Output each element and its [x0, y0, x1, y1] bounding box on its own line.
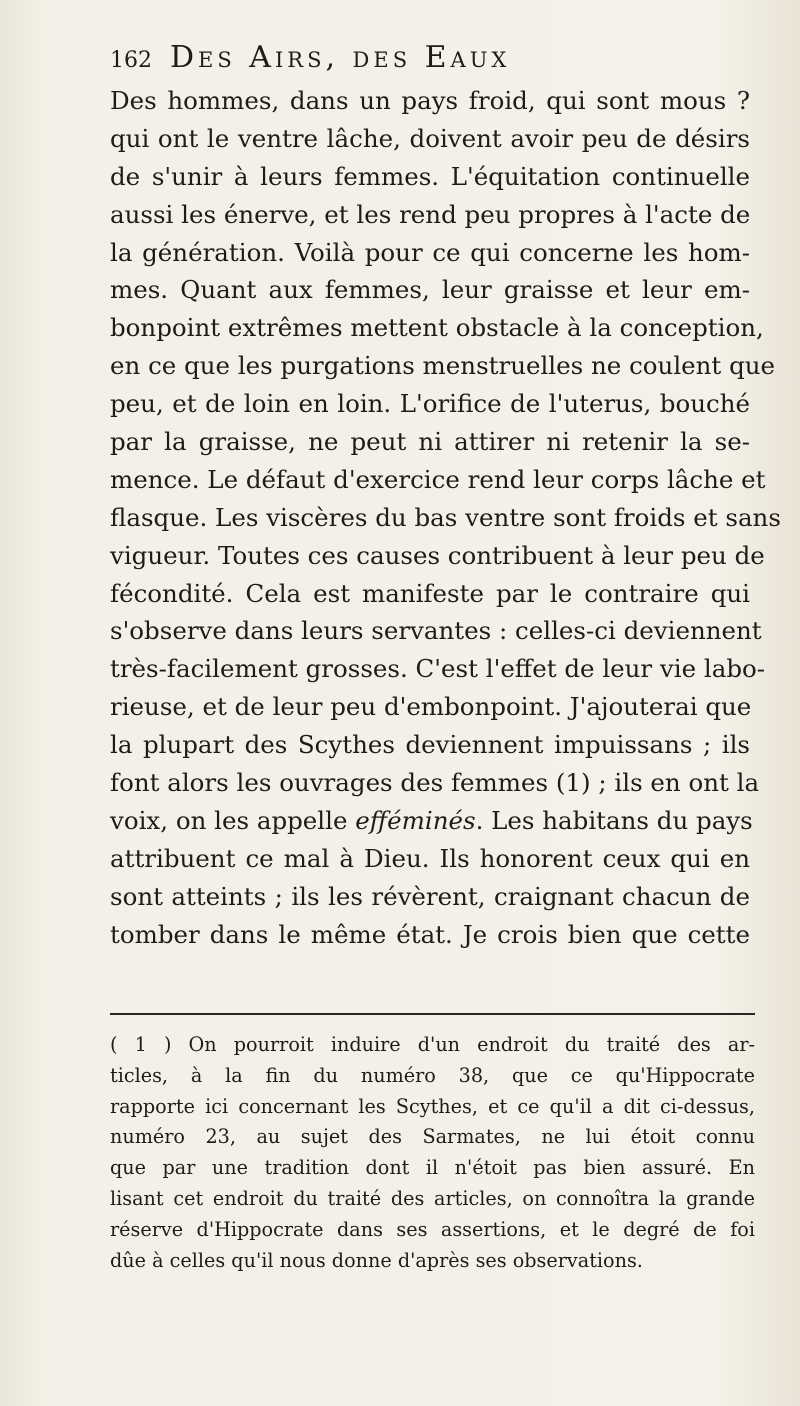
main-text — [110, 82, 781, 953]
text-line: attribuent ce mal à Dieu. Ils honorent ceux qui en — [110, 843, 750, 873]
text-line: en ce que les purgations menstruelles ne coulent que — [110, 351, 776, 381]
footnote-line: réserve d'Hippocrate dans ses assertions, et le degré de foi — [110, 1217, 755, 1241]
text-segment: . Les habitans du pays — [475, 805, 753, 835]
footnote-line: rapporte ici concernant les Scythes, et ce qu'il a dit ci-dessus, — [110, 1094, 755, 1118]
footnote-line: lisant cet endroit du traité des articles, on connoîtra la grande — [110, 1186, 755, 1210]
text-line: Des hommes, dans un pays froid, qui sont mous ? — [110, 86, 750, 115]
footnote-line: que par une tradition dont il n'étoit pas bien assuré. En — [110, 1156, 755, 1180]
running-title: Des Airs, des Eaux — [170, 40, 511, 75]
text-line: qui ont le ventre lâche, doivent avoir peu de désirs — [110, 123, 750, 153]
text-line: la plupart des Scythes deviennent impuissans ; ils — [110, 730, 750, 760]
footnote-line: numéro 23, au sujet des Sarmates, ne lui étoit connu — [110, 1125, 755, 1149]
footnote-line: dûe à celles qu'il nous donne d'après ses observations. — [110, 1248, 643, 1272]
text-line: tomber dans le même état. Je crois bien que cette — [110, 919, 750, 949]
text-line-with-italic — [110, 802, 753, 840]
text-line: rieuse, et de leur peu d'embonpoint. J'ajouterai que — [110, 692, 752, 722]
footnote-line: ( 1 ) On pourroit induire d'un endroit du traité des ar- — [110, 1033, 755, 1056]
text-line: sont atteints ; ils les révèrent, craignant chacun de — [110, 881, 750, 911]
text-line: par la graisse, ne peut ni attirer ni retenir la se- — [110, 427, 750, 457]
text-line: vigueur. Toutes ces causes contribuent à leur peu de — [110, 540, 765, 570]
text-line: de s'unir à leurs femmes. L'équitation continuelle — [110, 161, 750, 191]
footnote-line: ticles, à la fin du numéro 38, que ce qu'Hippocrate — [110, 1063, 755, 1087]
text-line: s'observe dans leurs servantes : celles-ci deviennent — [110, 616, 762, 646]
page-header — [110, 40, 750, 80]
text-line: aussi les énerve, et les rend peu propres à l'acte de — [110, 199, 751, 229]
text-line: la génération. Voilà pour ce qui concerne les hom- — [110, 237, 750, 267]
text-segment: voix, on les appelle — [110, 805, 348, 835]
text-line: très-facilement grosses. C'est l'effet de leur vie labo- — [110, 654, 766, 684]
text-line: fécondité. Cela est manifeste par le contraire qui — [110, 578, 750, 608]
italic-term: efféminés — [355, 805, 476, 835]
text-line: mes. Quant aux femmes, leur graisse et leur em- — [110, 275, 750, 305]
footnote-separator — [110, 1013, 755, 1015]
footnote — [110, 1030, 755, 1276]
text-line: font alors les ouvrages des femmes (1) ; ils en ont la — [110, 768, 760, 798]
page-number: 162 — [110, 48, 152, 73]
text-line: flasque. Les viscères du bas ventre sont froids et sans — [110, 502, 781, 532]
text-line: bonpoint extrêmes mettent obstacle à la conception, — [110, 313, 764, 343]
text-line: mence. Le défaut d'exercice rend leur corps lâche et — [110, 464, 766, 494]
text-line: peu, et de loin en loin. L'orifice de l'uterus, bouché — [110, 389, 750, 419]
